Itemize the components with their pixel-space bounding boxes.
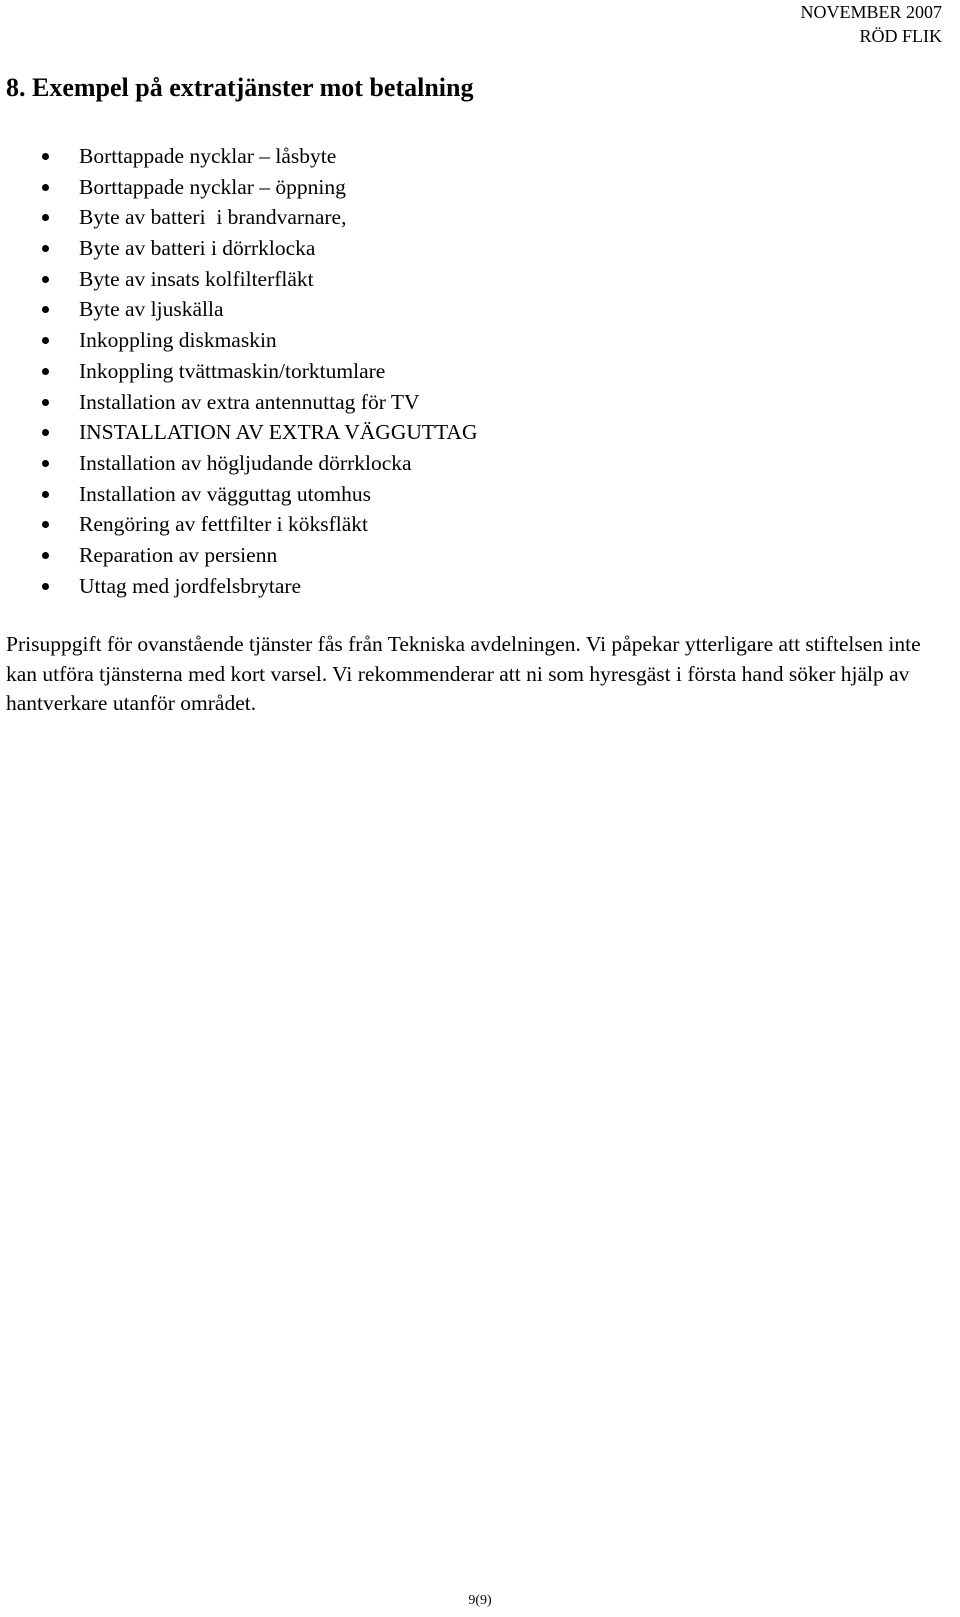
list-item-label: Inkoppling diskmaskin (79, 328, 277, 353)
list-item-label: Inkoppling tvättmaskin/torktumlare (79, 358, 386, 383)
list-item (0, 479, 478, 510)
bullet-icon (42, 337, 49, 344)
list-item (0, 294, 478, 325)
list-item (0, 417, 478, 448)
list-item (0, 172, 478, 203)
services-list (0, 141, 478, 601)
header-tab: RÖD FLIK (859, 26, 942, 46)
list-item (0, 540, 478, 571)
bullet-icon (42, 368, 49, 375)
section-title: 8. Exempel på extratjänster mot betalning (6, 73, 474, 102)
bullet-icon (42, 184, 49, 191)
bullet-icon (42, 583, 49, 590)
list-item-label: Borttappade nycklar – öppning (79, 174, 346, 199)
bullet-icon (42, 245, 49, 252)
list-item (0, 571, 478, 602)
list-item (0, 264, 478, 295)
list-item-label: INSTALLATION AV EXTRA VÄGGUTTAG (79, 420, 478, 445)
list-item-label: Borttappade nycklar – låsbyte (79, 144, 337, 168)
list-item (0, 448, 478, 479)
list-item-label: Byte av batteri i dörrklocka (79, 236, 316, 261)
bullet-icon (42, 276, 49, 283)
list-item-label: Rengöring av fettfilter i köksfläkt (79, 512, 368, 537)
list-item-label: Uttag med jordfelsbrytare (79, 573, 302, 598)
list-item (0, 509, 478, 540)
bullet-icon (42, 429, 49, 436)
list-item-label: Byte av ljuskälla (79, 297, 224, 322)
bullet-icon (42, 491, 49, 498)
bullet-icon (42, 399, 49, 406)
list-item (0, 325, 478, 356)
header-date: NOVEMBER 2007 (800, 2, 942, 22)
list-item-label: Installation av vägguttag utomhus (79, 481, 371, 506)
page-header (800, 0, 942, 48)
bullet-icon (42, 521, 49, 528)
list-item-label: Installation av högljudande dörrklocka (79, 450, 412, 475)
bullet-icon (42, 552, 49, 559)
list-item-label: Reparation av persienn (79, 542, 278, 567)
price-note-paragraph: Prisuppgift för ovanstående tjänster fås från Tekniska avdelningen. Vi påpekar ytterligare att stiftelsen inte kan utföra tjänsterna med kort varsel. Vi rekommenderar att ni som hyresgäst i första hand söker hjälp av hantverkare utanför området. (6, 632, 921, 715)
bullet-icon (42, 460, 49, 467)
bullet-icon (42, 153, 49, 160)
list-item (0, 141, 478, 172)
list-item-label: Installation av extra antennuttag för TV (79, 389, 420, 414)
list-item-label: Byte av batteri i brandvarnare, (79, 205, 347, 230)
list-item (0, 233, 478, 264)
list-item (0, 356, 478, 387)
page-number: 9(9) (468, 1593, 492, 1608)
bullet-icon (42, 214, 49, 221)
list-item (0, 202, 478, 233)
list-item-label: Byte av insats kolfilterfläkt (79, 266, 314, 291)
bullet-icon (42, 306, 49, 313)
list-item (0, 387, 478, 418)
